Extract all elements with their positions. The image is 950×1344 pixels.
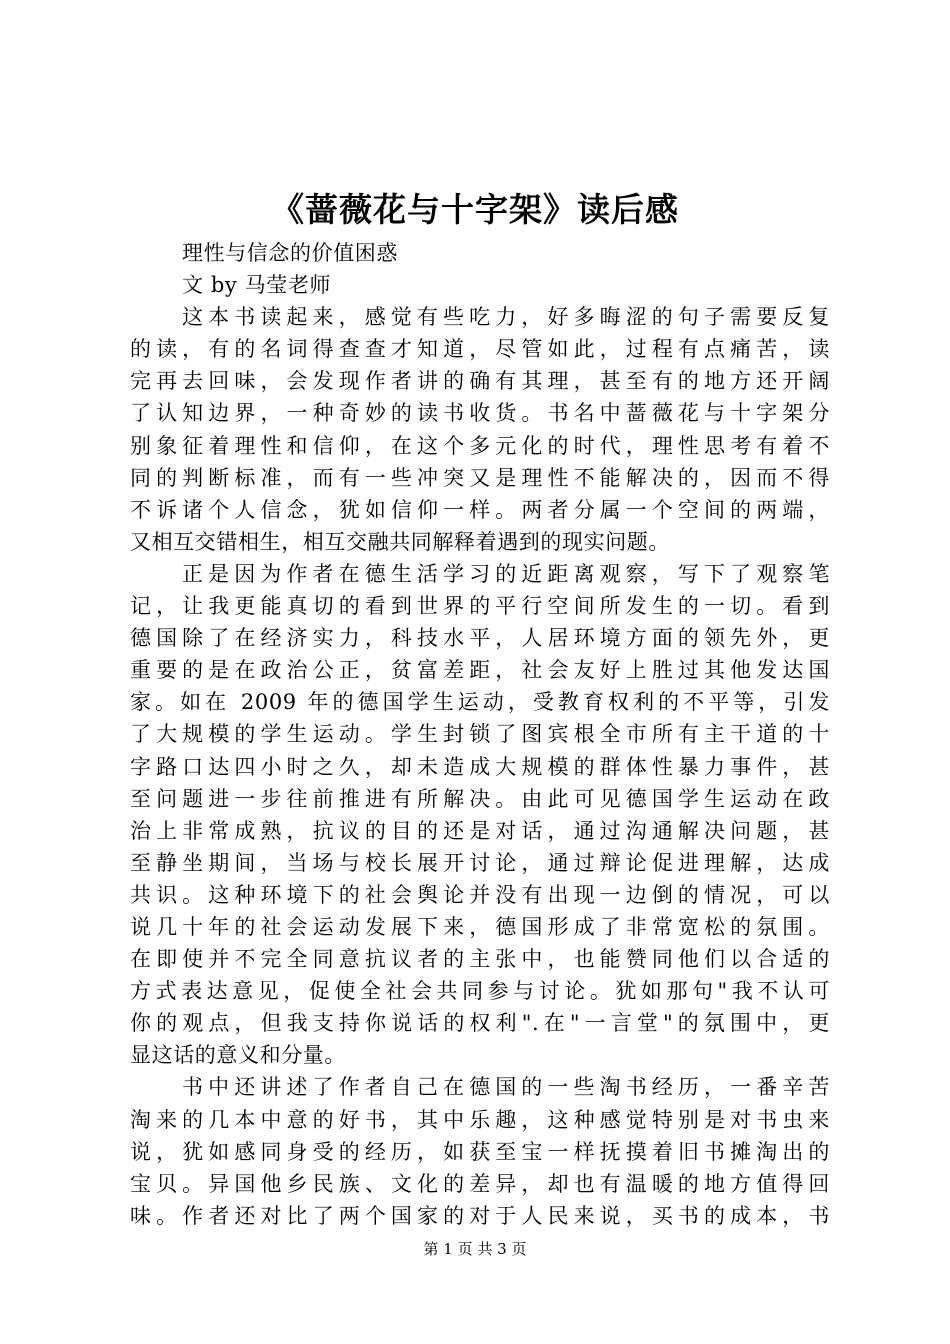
document-title: 《蔷薇花与十字架》读后感 bbox=[271, 190, 679, 229]
paragraph-line: 至问题进一步往前推进有所解决。由此可见德国学生运动在政 bbox=[130, 786, 830, 811]
paragraph-line: 淘来的几本中意的好书，其中乐趣，这种感觉特别是对书虫来 bbox=[130, 1107, 830, 1132]
paragraph-line: 正是因为作者在德生活学习的近距离观察，写下了观察笔 bbox=[182, 561, 830, 586]
paragraph-line: 这本书读起来，感觉有些吃力，好多晦涩的句子需要反复 bbox=[182, 305, 830, 330]
paragraph-line: 方式表达意见，促使全社会共同参与讨论。犹如那句"我不认可 bbox=[130, 979, 830, 1004]
paragraph-line: 同的判断标准，而有一些冲突又是理性不能解决的，因而不得 bbox=[130, 465, 830, 490]
paragraph-line: 书中还讲述了作者自己在德国的一些淘书经历，一番辛苦 bbox=[182, 1075, 830, 1100]
paragraph-line: 显这话的意义和分量。 bbox=[130, 1043, 346, 1068]
paragraph-line: 说几十年的社会运动发展下来，德国形成了非常宽松的氛围。 bbox=[130, 914, 830, 939]
paragraph-line: 字路口达四小时之久，却未造成大规模的群体性暴力事件，甚 bbox=[130, 754, 830, 779]
document-body bbox=[130, 237, 830, 1232]
paragraph-line: 治上非常成熟，抗议的目的还是对话，通过沟通解决问题，甚 bbox=[130, 818, 830, 843]
paragraph-line: 了大规模的学生运动。学生封锁了图宾根全市所有主干道的十 bbox=[130, 722, 830, 747]
paragraph-line: 说，犹如感同身受的经历，如获至宝一样抚摸着旧书摊淘出的 bbox=[130, 1139, 830, 1164]
paragraph-line: 德国除了在经济实力，科技水平，人居环境方面的领先外，更 bbox=[130, 626, 830, 651]
author-line: 文 by 马莹老师 bbox=[182, 273, 332, 298]
paragraph-line: 别象征着理性和信仰，在这个多元化的时代，理性思考有着不 bbox=[130, 433, 830, 458]
paragraph-line: 了认知边界，一种奇妙的读书收货。书名中蔷薇花与十字架分 bbox=[130, 401, 830, 426]
paragraph-line: 在即使并不完全同意抗议者的主张中，也能赞同他们以合适的 bbox=[130, 947, 830, 972]
page-footer: 第 1 页 共 3 页 bbox=[423, 1240, 527, 1258]
paragraph-2 bbox=[130, 558, 830, 1072]
paragraph-line: 你的观点，但我支持你说话的权利".在"一言堂"的氛围中，更 bbox=[130, 1011, 830, 1036]
paragraph-line: 家。如在 2009 年的德国学生运动，受教育权利的不平等，引发 bbox=[130, 690, 830, 715]
paragraph-line: 至静坐期间，当场与校长展开讨论，通过辩论促进理解，达成 bbox=[130, 850, 830, 875]
paragraph-line: 完再去回味，会发现作者讲的确有其理，甚至有的地方还开阔 bbox=[130, 369, 830, 394]
paragraph-1 bbox=[130, 301, 830, 558]
paragraph-line: 又相互交错相生，相互交融共同解释着遇到的现实问题。 bbox=[130, 529, 670, 554]
paragraph-line: 的读，有的名词得查查才知道，尽管如此，过程有点痛苦，读 bbox=[130, 337, 830, 362]
paragraph-line: 味。作者还对比了两个国家的对于人民来说，买书的成本，书 bbox=[130, 1203, 830, 1228]
document-subtitle: 理性与信念的价值困惑 bbox=[182, 241, 398, 265]
paragraph-3 bbox=[130, 1071, 830, 1231]
paragraph-line: 宝贝。异国他乡民族、文化的差异，却也有温暖的地方值得回 bbox=[130, 1171, 830, 1196]
paragraph-line: 重要的是在政治公正，贫富差距，社会友好上胜过其他发达国 bbox=[130, 658, 830, 683]
paragraph-line: 不诉诸个人信念，犹如信仰一样。两者分属一个空间的两端， bbox=[130, 497, 830, 522]
paragraph-line: 共识。这种环境下的社会舆论并没有出现一边倒的情况，可以 bbox=[130, 882, 830, 907]
paragraph-line: 记，让我更能真切的看到世界的平行空间所发生的一切。看到 bbox=[130, 594, 830, 619]
